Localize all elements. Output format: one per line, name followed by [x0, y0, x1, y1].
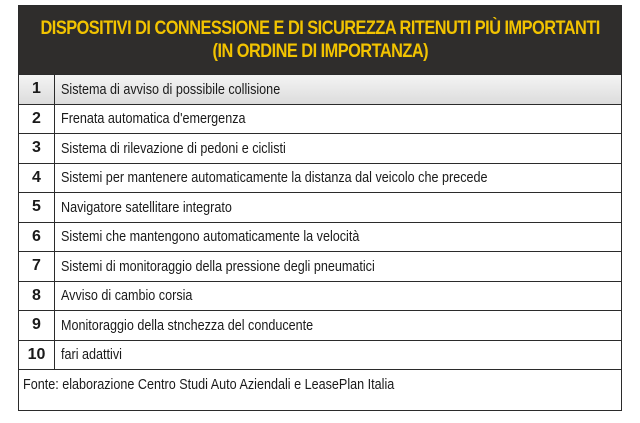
device-label: Sistemi che mantengono automaticamente la velocità [61, 228, 360, 246]
rank-number: 7 [19, 252, 55, 281]
ranking-table [18, 5, 622, 411]
table-row [19, 104, 621, 134]
rank-number: 5 [19, 193, 55, 222]
rank-number: 9 [19, 311, 55, 340]
table-title-line-1: DISPOSITIVI DI CONNESSIONE E DI SICUREZZA RITENUTI PIÙ IMPORTANTI [40, 18, 600, 39]
device-label: Sistema di rilevazione di pedoni e ciclisti [61, 139, 286, 157]
rank-number: 8 [19, 282, 55, 311]
device-label: Frenata automatica d'emergenza [61, 110, 246, 128]
device-label: Monitoraggio della stnchezza del conducente [61, 316, 314, 334]
rank-number: 10 [19, 341, 55, 370]
table-row [19, 281, 621, 311]
rank-number: 1 [19, 75, 55, 104]
device-label: fari adattivi [61, 346, 122, 364]
source-text: Fonte: elaborazione Centro Studi Auto Aziendali e LeasePlan Italia [23, 376, 395, 393]
table-row [19, 192, 621, 222]
table-header [19, 6, 621, 74]
table-row [19, 133, 621, 163]
source-note [19, 369, 621, 399]
table-row [19, 222, 621, 252]
table-row [19, 251, 621, 281]
device-label: Sistemi di monitoraggio della pressione degli pneumatici [61, 257, 375, 275]
rank-number: 3 [19, 134, 55, 163]
device-label: Navigatore satellitare integrato [61, 198, 232, 216]
rank-number: 4 [19, 164, 55, 193]
table-row [19, 340, 621, 370]
rank-number: 6 [19, 223, 55, 252]
device-label: Avviso di cambio corsia [61, 287, 193, 305]
table-row [19, 310, 621, 340]
table-row [19, 163, 621, 193]
device-label: Sistemi per mantenere automaticamente la distanza dal veicolo che precede [61, 169, 488, 187]
rank-number: 2 [19, 105, 55, 134]
table-row [19, 74, 621, 104]
device-label: Sistema di avviso di possibile collisione [61, 80, 281, 98]
table-title-line-2: (IN ORDINE DI IMPORTANZA) [212, 41, 428, 62]
